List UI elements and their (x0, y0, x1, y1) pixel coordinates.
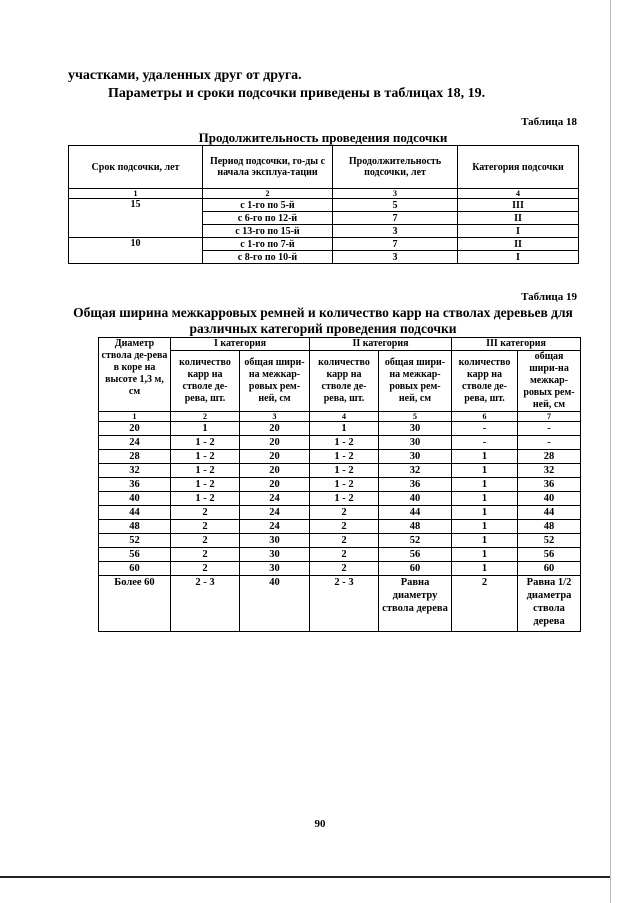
header-duration: Продолжительность подсочки, лет (333, 146, 458, 189)
duration-cell: 3 (333, 225, 458, 238)
table-cell: 1 (452, 562, 518, 576)
table-row (99, 548, 581, 562)
table-cell: 60 (518, 562, 581, 576)
table-cell: 56 (379, 548, 452, 562)
subheader-width: общая шири-на межкар-ровых рем-ней, см (379, 351, 452, 412)
column-number: 3 (240, 412, 310, 422)
header-term: Срок подсочки, лет (69, 146, 203, 189)
table-cell: 24 (99, 436, 171, 450)
table-18-title: Продолжительность проведения подсочки (198, 130, 448, 145)
column-number: 2 (171, 412, 240, 422)
table-cell: Равна диаметру ствола дерева (379, 576, 452, 632)
table-cell: 2 (171, 520, 240, 534)
table-cell: 30 (240, 534, 310, 548)
table-cell: 24 (240, 520, 310, 534)
table-cell: 1 (452, 520, 518, 534)
column-number: 4 (310, 412, 379, 422)
table-row (99, 478, 581, 492)
table-cell: 32 (518, 464, 581, 478)
period-cell: с 1-го по 5-й (203, 199, 333, 212)
table-cell: 30 (379, 450, 452, 464)
table-cell: 2 (171, 506, 240, 520)
table-row (99, 450, 581, 464)
table-cell: 20 (240, 450, 310, 464)
table-cell: 30 (240, 548, 310, 562)
table-cell: 1 - 2 (310, 464, 379, 478)
table-row (99, 492, 581, 506)
table-cell: 52 (99, 534, 171, 548)
period-cell: с 1-го по 7-й (203, 238, 333, 251)
table-cell: 28 (99, 450, 171, 464)
table-row (99, 436, 581, 450)
table-cell: 1 (452, 450, 518, 464)
table-cell: 36 (518, 478, 581, 492)
table-cell: 2 - 3 (171, 576, 240, 632)
table-cell: 1 - 2 (310, 492, 379, 506)
table-row (99, 534, 581, 548)
table-cell: Равна 1/2 диаметра ствола дерева (518, 576, 581, 632)
table-cell: 48 (518, 520, 581, 534)
column-number: 1 (99, 412, 171, 422)
duration-cell: 5 (333, 199, 458, 212)
table-cell: 1 (171, 422, 240, 436)
table-cell: 1 - 2 (171, 450, 240, 464)
body-text-line-1: участками, удаленных друг от друга. (68, 68, 302, 83)
table-cell: 32 (379, 464, 452, 478)
subheader-count: количество карр на стволе де-рева, шт. (310, 351, 379, 412)
table-18-label: Таблица 18 (521, 116, 577, 128)
table-cell: 1 - 2 (310, 478, 379, 492)
table-cell: 24 (240, 492, 310, 506)
term-cell: 10 (69, 238, 203, 264)
column-number: 6 (452, 412, 518, 422)
table-cell: 2 (171, 548, 240, 562)
subheader-count: количество карр на стволе де-рева, шт. (452, 351, 518, 412)
duration-cell: 7 (333, 212, 458, 225)
column-number: 7 (518, 412, 581, 422)
table-cell: - (518, 422, 581, 436)
duration-cell: 3 (333, 251, 458, 264)
header-category-3: III категория (452, 338, 581, 351)
table-cell: 36 (99, 478, 171, 492)
table-cell: 32 (99, 464, 171, 478)
table-cell: 40 (240, 576, 310, 632)
category-cell: II (458, 238, 579, 251)
table-cell: 2 (310, 562, 379, 576)
table-cell: 40 (518, 492, 581, 506)
table-cell: 2 (310, 506, 379, 520)
table-cell: 20 (240, 436, 310, 450)
table-cell: 2 (310, 548, 379, 562)
table-row (69, 238, 579, 251)
table-cell: 2 (310, 520, 379, 534)
header-category: Категория подсочки (458, 146, 579, 189)
table-cell: 1 (452, 506, 518, 520)
table-19-body (99, 422, 581, 576)
table-cell: 56 (518, 548, 581, 562)
table-cell: 48 (99, 520, 171, 534)
table-cell: 2 (310, 534, 379, 548)
table-cell: 1 (310, 422, 379, 436)
table-cell: 20 (240, 464, 310, 478)
table-cell: 1 (452, 478, 518, 492)
table-cell: 20 (99, 422, 171, 436)
table-cell: 60 (99, 562, 171, 576)
table-cell: 1 (452, 548, 518, 562)
table-cell: 52 (379, 534, 452, 548)
table-row (69, 199, 579, 212)
period-cell: с 6-го по 12-й (203, 212, 333, 225)
table-row (99, 576, 581, 632)
table-cell: 1 (452, 534, 518, 548)
column-number: 1 (69, 189, 203, 199)
table-cell: - (452, 436, 518, 450)
table-cell: 24 (240, 506, 310, 520)
table-cell: 1 - 2 (171, 492, 240, 506)
table-19 (98, 337, 581, 632)
category-cell: I (458, 251, 579, 264)
footer-rule (0, 876, 610, 878)
subheader-width: общая шири-на межкар-ровых рем-ней, см (518, 351, 581, 412)
column-number: 5 (379, 412, 452, 422)
table-cell: 28 (518, 450, 581, 464)
table-cell: 1 - 2 (171, 478, 240, 492)
column-number: 4 (458, 189, 579, 199)
table-cell: 30 (379, 436, 452, 450)
table-cell: 1 (452, 492, 518, 506)
table-cell: 1 (452, 464, 518, 478)
category-cell: I (458, 225, 579, 238)
column-numbers-row (99, 412, 581, 422)
table-cell: - (452, 422, 518, 436)
table-cell: 56 (99, 548, 171, 562)
header-category-1: I категория (171, 338, 310, 351)
table-cell: 2 (452, 576, 518, 632)
subheader-width: общая шири-на межкар-ровых рем-ней, см (240, 351, 310, 412)
category-cell: II (458, 212, 579, 225)
column-number: 3 (333, 189, 458, 199)
table-cell: 44 (518, 506, 581, 520)
table-row (99, 562, 581, 576)
page-number: 90 (314, 818, 326, 830)
column-number: 2 (203, 189, 333, 199)
header-diameter: Диаметр ствола де-рева в коре на высоте 1,3 м, см (99, 338, 171, 412)
table-19-label: Таблица 19 (521, 291, 577, 303)
period-cell: с 13-го по 15-й (203, 225, 333, 238)
table-19-title: Общая ширина межкарровых ремней и количество карр на стволах деревьев для различных категорий проведения подсочки (73, 305, 573, 336)
table-cell: 48 (379, 520, 452, 534)
table-cell: 2 - 3 (310, 576, 379, 632)
table-cell: 36 (379, 478, 452, 492)
duration-cell: 7 (333, 238, 458, 251)
table-cell: 30 (379, 422, 452, 436)
table-cell: 1 - 2 (310, 450, 379, 464)
table-cell: Более 60 (99, 576, 171, 632)
table-cell: 40 (379, 492, 452, 506)
header-period: Период подсочки, го-ды с начала эксплуа-тации (203, 146, 333, 189)
table-row (99, 506, 581, 520)
table-cell: 1 - 2 (310, 436, 379, 450)
table-cell: 30 (240, 562, 310, 576)
table-cell: 44 (379, 506, 452, 520)
table-row (99, 520, 581, 534)
table-row (99, 422, 581, 436)
table-cell: 20 (240, 422, 310, 436)
body-text-line-2: Параметры и сроки подсочки приведены в таблицах 18, 19. (108, 86, 486, 101)
table-18 (68, 145, 579, 264)
table-cell: 44 (99, 506, 171, 520)
table-cell: 52 (518, 534, 581, 548)
table-cell: 1 - 2 (171, 436, 240, 450)
category-cell: III (458, 199, 579, 212)
table-cell: 20 (240, 478, 310, 492)
term-cell: 15 (69, 199, 203, 238)
table-cell: 1 - 2 (171, 464, 240, 478)
subheader-count: количество карр на стволе де-рева, шт. (171, 351, 240, 412)
table-cell: 2 (171, 534, 240, 548)
table-cell: - (518, 436, 581, 450)
page-edge (610, 0, 611, 903)
header-category-2: II категория (310, 338, 452, 351)
table-cell: 60 (379, 562, 452, 576)
table-row (99, 464, 581, 478)
period-cell: с 8-го по 10-й (203, 251, 333, 264)
table-cell: 40 (99, 492, 171, 506)
table-cell: 2 (171, 562, 240, 576)
